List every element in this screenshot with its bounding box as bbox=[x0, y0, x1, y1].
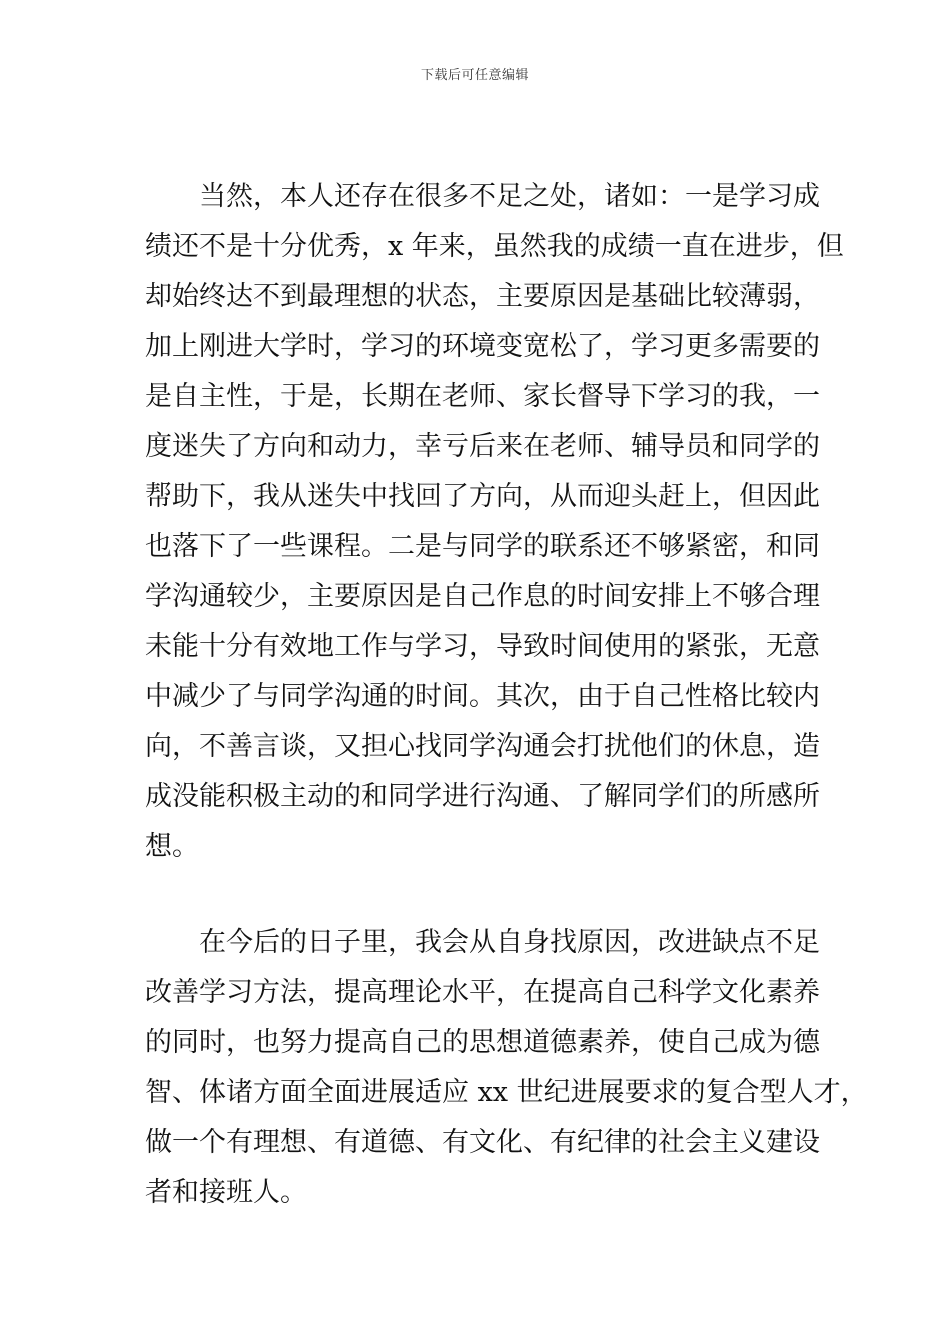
paragraph-line: 的同时，也努力提高自己的思想道德素养，使自己成为德 bbox=[145, 1027, 820, 1058]
paragraph-line: 成没能积极主动的和同学进行沟通、了解同学们的所感所 bbox=[145, 781, 820, 812]
paragraph-line: 在今后的日子里，我会从自身找原因，改进缺点不足 bbox=[199, 927, 820, 958]
paragraph-line: 想。 bbox=[145, 831, 199, 862]
paragraph-line: 做一个有理想、有道德、有文化、有纪律的社会主义建设 bbox=[145, 1127, 820, 1158]
paragraph-line: 智、体诸方面全面进展适应 xx 世纪进展要求的复合型人才， bbox=[145, 1077, 868, 1108]
paragraph-line: 是自主性，于是，长期在老师、家长督导下学习的我，一 bbox=[145, 381, 820, 412]
paragraph-line: 也落下了一些课程。二是与同学的联系还不够紧密，和同 bbox=[145, 531, 820, 562]
paragraph-line: 者和接班人。 bbox=[145, 1177, 307, 1208]
paragraph-line: 帮助下，我从迷失中找回了方向，从而迎头赶上，但因此 bbox=[145, 481, 820, 512]
paragraph-line: 改善学习方法，提高理论水平，在提高自己科学文化素养 bbox=[145, 977, 820, 1008]
paragraph-line: 当然，本人还存在很多不足之处，诸如：一是学习成 bbox=[199, 181, 820, 212]
paragraph-line: 向，不善言谈，又担心找同学沟通会打扰他们的休息，造 bbox=[145, 731, 820, 762]
paragraph-line: 中减少了与同学沟通的时间。其次，由于自己性格比较内 bbox=[145, 681, 820, 712]
paragraph-line: 却始终达不到最理想的状态，主要原因是基础比较薄弱， bbox=[145, 281, 820, 312]
paragraph-line: 绩还不是十分优秀，x 年来，虽然我的成绩一直在进步，但 bbox=[145, 231, 844, 262]
paragraph-line: 未能十分有效地工作与学习，导致时间使用的紧张，无意 bbox=[145, 631, 820, 662]
paragraph-1 bbox=[145, 172, 844, 872]
paragraph-line: 加上刚进大学时，学习的环境变宽松了，学习更多需要的 bbox=[145, 331, 820, 362]
paragraph-line: 度迷失了方向和动力，幸亏后来在老师、辅导员和同学的 bbox=[145, 431, 820, 462]
paragraph-2 bbox=[145, 918, 868, 1218]
page-header: 下载后可任意编辑 bbox=[420, 68, 529, 83]
paragraph-line: 学沟通较少，主要原因是自己作息的时间安排上不够合理 bbox=[145, 581, 820, 612]
